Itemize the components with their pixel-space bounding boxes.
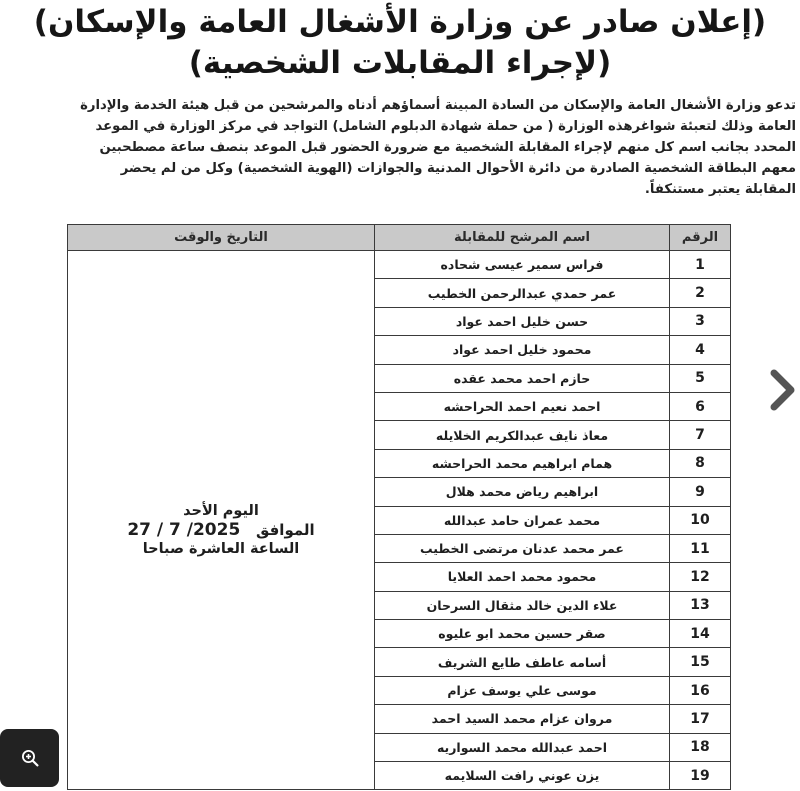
candidate-name: همام ابراهيم محمد الحراحشه (375, 449, 670, 477)
row-number: 15 (670, 648, 731, 676)
candidate-name: احمد نعيم احمد الحراحشه (375, 392, 670, 420)
intro-line: العامة وذلك لتعبئة شواغرهذه الوزارة ( من حملة شهادة الدبلوم الشامل) التواجد في مركز الوزارة في الموعد (95, 119, 796, 134)
intro-line: المحدد بجانب اسم كل منهم لإجراء المقابلة الشخصية مع ضرورة الحضور قبل الموعد بنصف ساعة مصطحبين (99, 140, 796, 155)
row-number: 1 (670, 251, 731, 279)
candidate-name: موسى علي يوسف عزام (375, 676, 670, 704)
row-number: 17 (670, 705, 731, 733)
table-body (68, 251, 731, 790)
chevron-right-icon (764, 363, 800, 417)
candidate-name: حازم احمد محمد عقده (375, 364, 670, 392)
candidate-name: محمد عمران حامد عبدالله (375, 506, 670, 534)
candidate-name: صقر حسين محمد ابو عليوه (375, 620, 670, 648)
row-number: 18 (670, 733, 731, 761)
row-number: 11 (670, 534, 731, 562)
row-number: 14 (670, 620, 731, 648)
candidate-name: فراس سمير عيسى شحاده (375, 251, 670, 279)
intro-line: معهم البطاقة الشخصية الصادرة من دائرة الأحوال المدنية والجوازات (الهوية الشخصية) وكل من لم يحضر (120, 161, 796, 176)
schedule-date (68, 521, 374, 540)
row-number: 3 (670, 307, 731, 335)
row-number: 9 (670, 478, 731, 506)
intro-line: المقابلة يعتبر مستنكفاً. (644, 182, 796, 197)
document-title: (إعلان صادر عن وزارة الأشغال العامة والإسكان) (33, 4, 767, 40)
candidate-name: أسامه عاطف طايع الشريف (375, 648, 670, 676)
schedule-date-value: 27 / 7 /2025 (127, 519, 241, 540)
header-name: اسم المرشح للمقابلة (375, 225, 670, 251)
row-number: 10 (670, 506, 731, 534)
document-subtitle: (لإجراء المقابلات الشخصية) (188, 45, 612, 81)
row-number: 2 (670, 279, 731, 307)
candidate-name: احمد عبدالله محمد السواريه (375, 733, 670, 761)
zoom-in-icon (21, 749, 39, 767)
candidate-name: معاذ نايف عبدالكريم الخلايله (375, 421, 670, 449)
candidate-name: محمود خليل احمد عواد (375, 336, 670, 364)
row-number: 13 (670, 591, 731, 619)
schedule-time: الساعة العاشرة صباحا (142, 540, 300, 557)
row-number: 4 (670, 336, 731, 364)
row-number: 12 (670, 563, 731, 591)
zoom-button[interactable] (0, 729, 59, 787)
table-header-row (68, 225, 731, 251)
candidates-table (67, 224, 731, 790)
table-row (68, 251, 731, 279)
row-number: 8 (670, 449, 731, 477)
schedule-cell (68, 251, 375, 790)
intro-line: تدعو وزارة الأشغال العامة والإسكان من السادة المبينة أسماؤهم أدناه والمرشحين من قبل هيئة الخدمة والإدارة (80, 98, 796, 113)
row-number: 16 (670, 676, 731, 704)
candidate-name: حسن خليل احمد عواد (375, 307, 670, 335)
header-number: الرقم (670, 225, 731, 251)
row-number: 5 (670, 364, 731, 392)
header-date-time: التاريخ والوقت (68, 225, 375, 251)
candidate-name: محمود محمد احمد العلايا (375, 563, 670, 591)
candidate-name: عمر محمد عدنان مرتضى الخطيب (375, 534, 670, 562)
candidate-name: ابراهيم رياض محمد هلال (375, 478, 670, 506)
candidate-name: عمر حمدي عبدالرحمن الخطيب (375, 279, 670, 307)
row-number: 6 (670, 392, 731, 420)
intro-paragraph (0, 95, 800, 200)
row-number: 19 (670, 762, 731, 790)
candidate-name: يزن عوني رافت السلايمه (375, 762, 670, 790)
schedule-day: اليوم الأحد (183, 502, 259, 519)
schedule-date-prefix: الموافق (255, 520, 315, 539)
next-image-button[interactable] (764, 363, 800, 417)
candidate-name: علاء الدين خالد مثقال السرحان (375, 591, 670, 619)
candidate-name: مروان عزام محمد السيد احمد (375, 705, 670, 733)
row-number: 7 (670, 421, 731, 449)
